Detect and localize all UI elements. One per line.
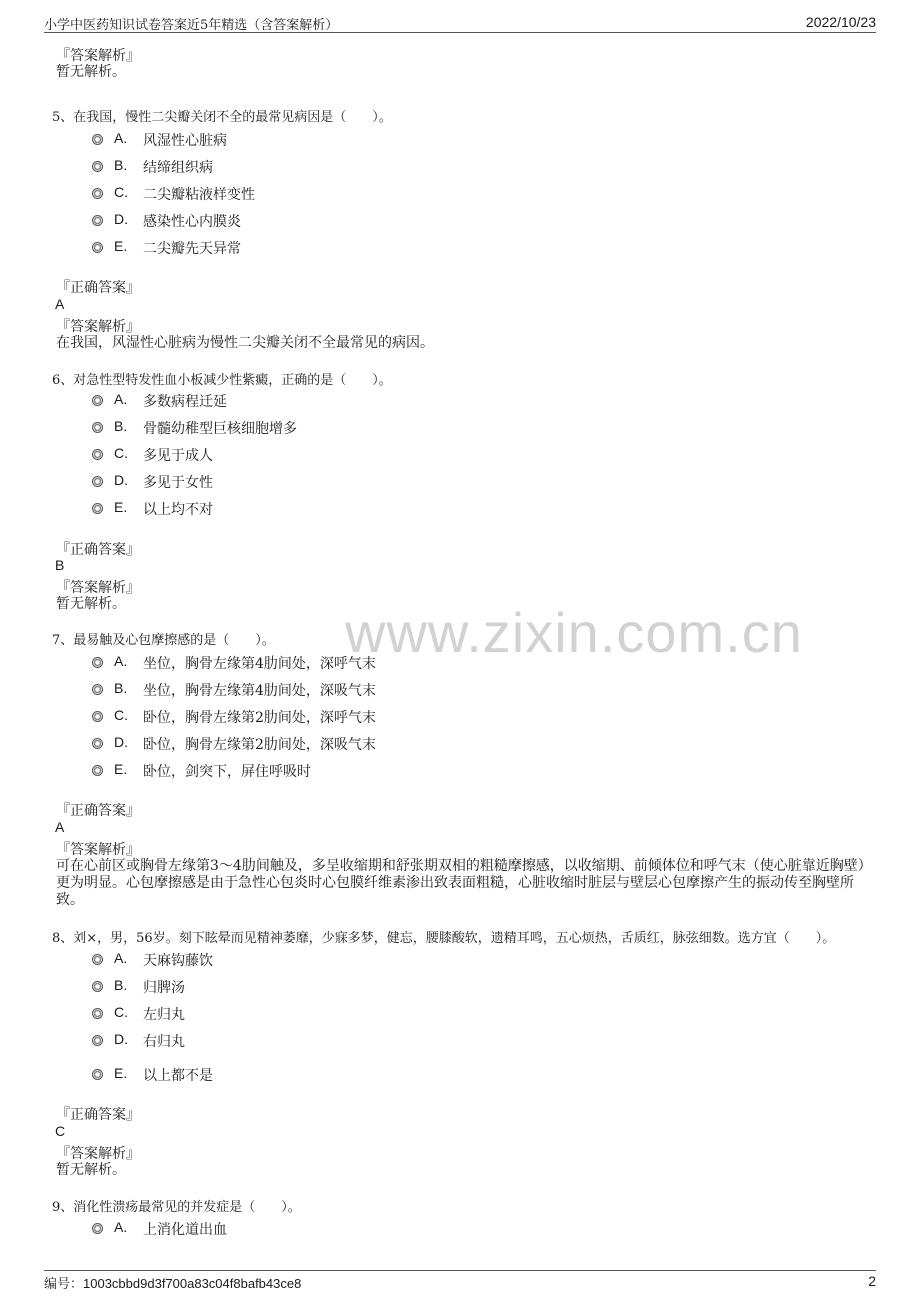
question-9: 9、消化性溃疡最常见的并发症是（ ）。 <box>52 1200 301 1215</box>
radio-icon[interactable] <box>92 1223 103 1234</box>
analysis-label: 『答案解析』 <box>56 580 140 596</box>
analysis-text: 可在心前区或胸骨左缘第3～4肋间触及，多呈收缩期和舒张期双相的粗糙摩擦感，以收缩期、前倾体位和呼气末（使心脏靠近胸壁）更为明显。心包摩擦感是由于急性心包炎时心包膜纤维素渗出致表面粗糙，心脏收缩时脏层与壁层心包摩擦产生的振动传至胸壁所致。 <box>56 858 865 908</box>
correct-answer: A <box>55 296 65 312</box>
radio-icon[interactable] <box>92 1035 103 1046</box>
radio-icon[interactable] <box>92 738 103 749</box>
question-5: 5、在我国，慢性二尖瓣关闭不全的最常见病因是（ ）。 <box>52 110 392 125</box>
radio-icon[interactable] <box>92 1008 103 1019</box>
watermark: www.zixin.com.cn <box>345 601 803 664</box>
radio-icon[interactable] <box>92 684 103 695</box>
correct-answer: C <box>55 1123 66 1139</box>
radio-icon[interactable] <box>92 215 103 226</box>
analysis-label: 『答案解析』 <box>56 842 140 858</box>
question-6: 6、对急性型特发性血小板减少性紫癜，正确的是（ ）。 <box>52 373 392 388</box>
radio-icon[interactable] <box>92 161 103 172</box>
correct-answer-label: 『正确答案』 <box>56 280 140 296</box>
correct-answer-label: 『正确答案』 <box>56 542 140 558</box>
radio-icon[interactable] <box>92 134 103 145</box>
document-title: 小学中医药知识试卷答案近5年精选（含答案解析） <box>44 18 339 33</box>
radio-icon[interactable] <box>92 242 103 253</box>
document-date: 2022/10/23 <box>805 14 876 30</box>
analysis-label: 『答案解析』 <box>56 1146 140 1162</box>
page-number: 2 <box>868 1273 876 1289</box>
radio-icon[interactable] <box>92 476 103 487</box>
radio-icon[interactable] <box>92 1069 103 1080</box>
analysis-text: 暂无解析。 <box>56 1162 126 1178</box>
analysis-text: 暂无解析。 <box>56 64 126 80</box>
correct-answer: B <box>55 557 65 573</box>
radio-icon[interactable] <box>92 954 103 965</box>
page-header <box>44 12 876 33</box>
page-footer <box>44 1270 876 1293</box>
question-7: 7、最易触及心包摩擦感的是（ ）。 <box>52 633 275 648</box>
radio-icon[interactable] <box>92 395 103 406</box>
radio-icon[interactable] <box>92 657 103 668</box>
analysis-text: 在我国，风湿性心脏病为慢性二尖瓣关闭不全最常见的病因。 <box>56 335 434 351</box>
correct-answer-label: 『正确答案』 <box>56 1107 140 1123</box>
radio-icon[interactable] <box>92 981 103 992</box>
radio-icon[interactable] <box>92 765 103 776</box>
question-8: 8、刘×，男，56岁。刻下眩晕而见精神萎靡，少寐多梦，健忘，腰膝酸软，遗精耳鸣，五心烦热，舌质红，脉弦细数。选方宜（ ）。 <box>52 931 836 946</box>
radio-icon[interactable] <box>92 449 103 460</box>
radio-icon[interactable] <box>92 422 103 433</box>
correct-answer-label: 『正确答案』 <box>56 803 140 819</box>
document-code: 编号：1003cbbd9d3f700a83c04f8bafb43ce8 <box>44 1276 302 1292</box>
radio-icon[interactable] <box>92 711 103 722</box>
analysis-label: 『答案解析』 <box>56 319 140 335</box>
radio-icon[interactable] <box>92 503 103 514</box>
correct-answer: A <box>55 819 65 835</box>
analysis-text: 暂无解析。 <box>56 596 126 612</box>
analysis-label: 『答案解析』 <box>56 48 140 64</box>
radio-icon[interactable] <box>92 188 103 199</box>
